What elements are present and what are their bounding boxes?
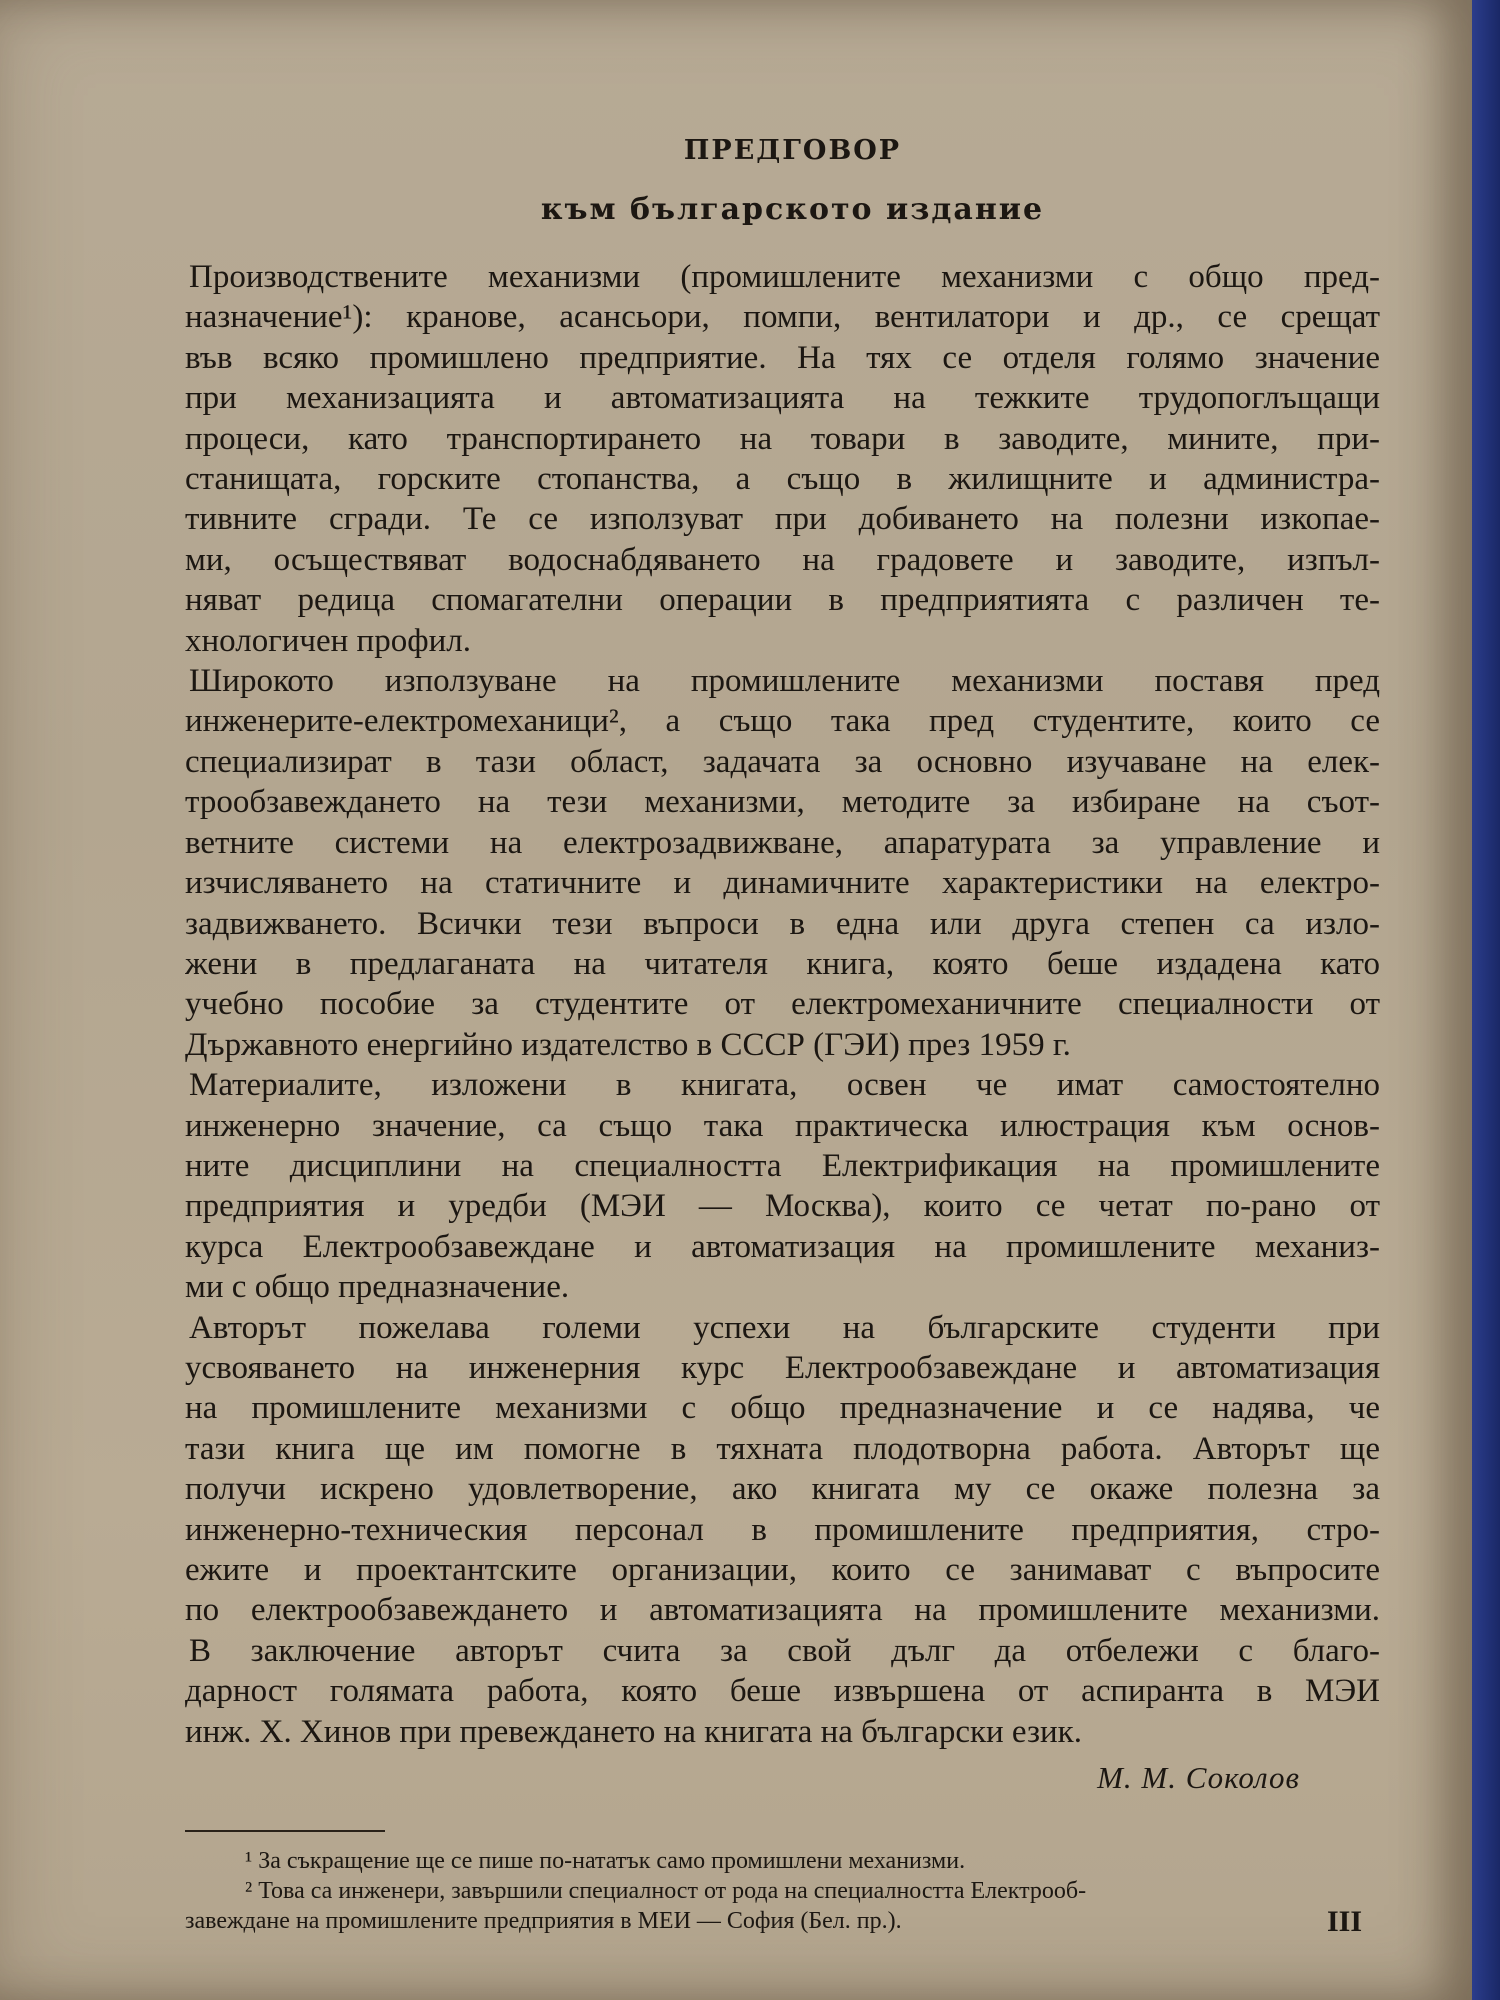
paragraph: [185, 661, 1380, 1065]
text-line: ните дисциплини на специалността Електрификация на промишлените: [185, 1147, 1380, 1184]
footnote: [185, 1906, 1380, 1936]
page-text-block: [185, 135, 1380, 1936]
text-line: ежите и проектантските организации, които се занимават с въпросите: [185, 1552, 1380, 1588]
text-line: тази книга ще им помогне в тяхната плодотворна работа. Авторът ще: [185, 1430, 1380, 1467]
text-line: на промишлените механизми с общо предназначение и се надява, че: [185, 1390, 1380, 1427]
footnote: [185, 1846, 1380, 1876]
text-line: инженерите-електромеханици², а също така пред студентите, които се: [185, 703, 1380, 740]
text-line: курса Електрообзавеждане и автоматизация на промишлените механиз-: [185, 1228, 1380, 1265]
text-line: инженерно-техническия персонал в промишлените предприятия, стро-: [185, 1511, 1380, 1548]
text-line: дарност голямата работа, която беше извършена от аспиранта в МЭИ: [185, 1673, 1380, 1710]
text-line: станищата, горските стопанства, а също в жилищните и администра-: [185, 461, 1380, 498]
text-line: назначение¹): кранове, асансьори, помпи, вентилатори и др., се срещат: [185, 299, 1380, 336]
text-line: ми, осъществяват водоснабдяването на градовете и заводите, изпъл-: [185, 541, 1380, 578]
text-line: Авторът пожелава големи успехи на българските студенти при: [189, 1309, 1380, 1346]
text-line: хнологичен профил.: [185, 622, 471, 659]
text-line: В заключение авторът счита за свой дълг да отбележи с благо-: [189, 1632, 1380, 1669]
footnote-text: завеждане на промишлените предприятия в МЕИ — София (Бел. пр.).: [185, 1908, 902, 1935]
text-line: Широкото използуване на промишлените механизми поставя пред: [189, 663, 1380, 700]
footnote-text: ² Това са инженери, завършили специалност от рода на специалността Електрооб-: [245, 1878, 1087, 1905]
paragraph: [185, 1631, 1380, 1752]
text-line: Материалите, изложени в книгата, освен че имат самостоятелно: [189, 1067, 1380, 1104]
paragraph: [185, 1308, 1380, 1631]
text-line: процеси, като транспортирането на товари в заводите, мините, при-: [185, 420, 1380, 457]
text-line: ми с общо предназначение.: [185, 1269, 570, 1306]
page-number: III: [1326, 1905, 1362, 1938]
footnote: [185, 1876, 1380, 1906]
text-line: няват редица спомагателни операции в предприятията с различен те-: [185, 582, 1380, 619]
text-line: трообзавеждането на тези механизми, методите за избиране на съот-: [185, 784, 1380, 821]
text-line: Производствените механизми (промишлените механизми с общо пред-: [189, 259, 1380, 295]
text-line: инж. Х. Хинов при превеждането на книгата на български език.: [185, 1713, 1082, 1750]
footnote-text: ¹ За съкращение ще се пише по-нататък само промишлени механизми.: [245, 1848, 966, 1875]
book-cover-edge: [1472, 0, 1500, 2000]
text-line: ветните системи на електрозадвижване, апаратурата за управление и: [185, 824, 1380, 861]
text-line: изчисляването на статичните и динамичните характеристики на електро-: [185, 865, 1380, 902]
text-line: специализират в тази област, задачата за основно изучаване на елек-: [185, 743, 1380, 780]
text-line: Държавното енергийно издателство в СССР (ГЭИ) през 1959 г.: [185, 1026, 1071, 1063]
text-line: тивните сгради. Те се използуват при добиването на полезни изкопае-: [185, 501, 1380, 538]
text-line: инженерно значение, са също така практическа илюстрация към основ-: [185, 1107, 1380, 1144]
paragraph: [185, 257, 1380, 661]
text-line: усвояването на инженерния курс Електрообзавеждане и автоматизация: [185, 1349, 1380, 1386]
paragraph: [185, 1065, 1380, 1307]
text-line: във всяко промишлено предприятие. На тях се отделя голямо значение: [185, 339, 1380, 376]
text-line: предприятия и уредби (МЭИ — Москва), които се четат по-рано от: [185, 1188, 1380, 1225]
text-line: по електрообзавеждането и автоматизацията на промишлените механизми.: [185, 1592, 1380, 1629]
page-subtitle: към българското издание: [540, 192, 1045, 227]
text-line: получи искрено удовлетворение, ако книгата му се окаже полезна за: [185, 1471, 1380, 1508]
text-line: учебно пособие за студентите от електромеханичните специалности от: [185, 986, 1380, 1023]
text-line: задвижването. Всички тези въпроси в една или друга степен са изло-: [185, 905, 1380, 942]
author-signature: М. М. Соколов: [1097, 1760, 1300, 1796]
text-line: жени в предлаганата на читателя книга, която беше издадена като: [185, 945, 1380, 982]
footnote-divider: [185, 1830, 385, 1832]
page-title: ПРЕДГОВОР: [683, 135, 902, 166]
text-line: при механизацията и автоматизацията на тежките трудопоглъщащи: [185, 380, 1380, 417]
